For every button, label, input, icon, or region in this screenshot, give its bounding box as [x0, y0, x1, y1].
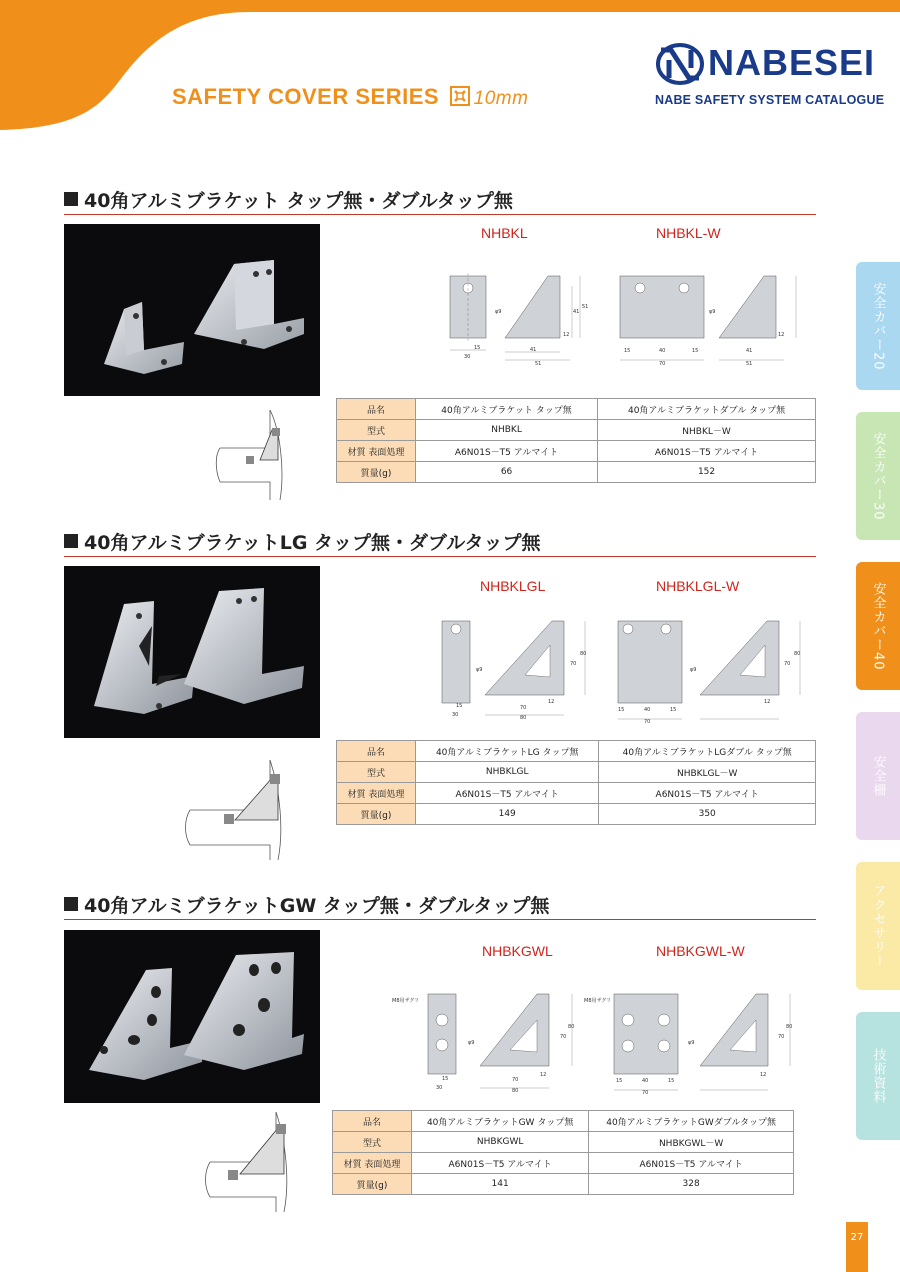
svg-text:80: 80 [520, 715, 527, 721]
svg-text:30: 30 [464, 354, 471, 360]
spec-table-2: 品名 40角アルミブラケットLG タップ無 40角アルミブラケットLGダブル タップ無 型式 NHBKLGL NHBKLGL－W 材質 表面処理 A6N01S－T5 アルマイト A6N01S－T5 アルマイト 質量(g) 149 350 [336, 740, 816, 825]
svg-text:80: 80 [568, 1024, 575, 1030]
drawing-nhbkl [440, 268, 600, 368]
model-label-nhbkl-w: NHBKL-W [656, 225, 721, 241]
svg-text:40: 40 [644, 707, 651, 713]
svg-text:70: 70 [560, 1034, 567, 1040]
drawing-nhbklgl-w [612, 615, 812, 725]
svg-text:φ9: φ9 [688, 1040, 695, 1046]
svg-text:70: 70 [520, 705, 527, 711]
mounting-sketch-2 [180, 760, 320, 860]
svg-text:M8用ザグリ: M8用ザグリ [584, 998, 612, 1004]
model-label-nhbklgl: NHBKLGL [480, 578, 546, 594]
product-photo-nhbkl [64, 224, 320, 396]
svg-text:15: 15 [442, 1076, 449, 1082]
section-heading-2: 40角アルミブラケットLG タップ無・ダブルタップ無 [64, 528, 541, 555]
svg-text:80: 80 [512, 1088, 519, 1094]
svg-text:41: 41 [530, 347, 537, 353]
profile-cross-icon [450, 86, 470, 106]
svg-text:70: 70 [642, 1090, 649, 1095]
spec-table-1: 品名 40角アルミブラケット タップ無 40角アルミブラケットダブル タップ無 型式 NHBKL NHBKL－W 材質 表面処理 A6N01S－T5 アルマイト A6N01S－T5 アルマイト 質量(g) 66 152 [336, 398, 816, 483]
svg-text:51: 51 [582, 304, 589, 310]
svg-text:15: 15 [692, 348, 699, 354]
svg-text:15: 15 [670, 707, 677, 713]
svg-text:70: 70 [512, 1077, 519, 1083]
svg-text:70: 70 [570, 661, 577, 667]
drawing-nhbkgwl-w [584, 990, 814, 1095]
svg-text:φ9: φ9 [476, 667, 483, 673]
svg-text:φ9: φ9 [690, 667, 697, 673]
mounting-sketch-3 [200, 1112, 325, 1212]
svg-text:70: 70 [784, 661, 791, 667]
svg-text:15: 15 [624, 348, 631, 354]
svg-text:51: 51 [746, 361, 753, 367]
side-tab-accessory[interactable]: アクセサリー [856, 862, 900, 990]
svg-text:15: 15 [668, 1078, 675, 1084]
svg-text:15: 15 [616, 1078, 623, 1084]
section-rule-3 [64, 919, 816, 920]
section-heading-1: 40角アルミブラケット タップ無・ダブルタップ無 [64, 186, 513, 213]
svg-text:15: 15 [456, 703, 463, 709]
product-photo-nhbklgl [64, 566, 320, 738]
svg-text:41: 41 [573, 309, 580, 315]
svg-text:12: 12 [764, 699, 771, 705]
side-tab-cover40[interactable]: 安全カバー40 [856, 562, 900, 690]
svg-text:70: 70 [644, 719, 651, 725]
svg-text:41: 41 [746, 348, 753, 354]
svg-text:80: 80 [580, 651, 587, 657]
svg-text:12: 12 [760, 1072, 767, 1078]
svg-text:40: 40 [659, 348, 666, 354]
square-bullet-icon [64, 897, 78, 911]
svg-text:30: 30 [452, 712, 459, 718]
svg-text:15: 15 [474, 345, 481, 351]
logo-subtitle: NABE SAFETY SYSTEM CATALOGUE [655, 93, 885, 107]
square-bullet-icon [64, 192, 78, 206]
model-label-nhbkgwl: NHBKGWL [482, 943, 553, 959]
svg-text:80: 80 [794, 651, 801, 657]
side-tab-cover20[interactable]: 安全カバー20 [856, 262, 900, 390]
side-tab-fence[interactable]: 安全柵 [856, 712, 900, 840]
svg-text:15: 15 [618, 707, 625, 713]
mounting-sketch-1 [210, 410, 325, 500]
side-tab-technical[interactable]: 技術資料 [856, 1012, 900, 1140]
model-label-nhbklgl-w: NHBKLGL-W [656, 578, 740, 594]
svg-text:51: 51 [535, 361, 542, 367]
drawing-nhbklgl [440, 615, 600, 725]
drawing-nhbkgwl [392, 990, 602, 1095]
svg-text:12: 12 [540, 1072, 547, 1078]
page-number: 27 [846, 1222, 868, 1272]
svg-text:70: 70 [659, 361, 666, 367]
svg-text:12: 12 [778, 332, 785, 338]
svg-text:70: 70 [778, 1034, 785, 1040]
product-photo-nhbkgwl [64, 930, 320, 1103]
svg-text:80: 80 [786, 1024, 793, 1030]
svg-text:M8用ザグリ: M8用ザグリ [392, 998, 420, 1004]
model-label-nhbkl: NHBKL [481, 225, 528, 241]
svg-text:30: 30 [436, 1085, 443, 1091]
nabesei-logo-icon [655, 42, 705, 86]
section-rule-1 [64, 214, 816, 215]
svg-text:φ9: φ9 [468, 1040, 475, 1046]
svg-text:φ9: φ9 [495, 309, 502, 315]
side-tab-cover30[interactable]: 安全カバー30 [856, 412, 900, 540]
spec-table-3: 品名 40角アルミブラケットGW タップ無 40角アルミブラケットGWダブルタップ無 型式 NHBKGWL NHBKGWL－W 材質 表面処理 A6N01S－T5 アルマイト A6N01S－T5 アルマイト 質量(g) 141 328 [332, 1110, 794, 1195]
svg-text:12: 12 [563, 332, 570, 338]
model-label-nhbkgwl-w: NHBKGWL-W [656, 943, 745, 959]
section-heading-3: 40角アルミブラケットGW タップ無・ダブルタップ無 [64, 891, 549, 918]
section-rule-2 [64, 556, 816, 557]
svg-text:12: 12 [548, 699, 555, 705]
logo-wordmark: NABESEI [708, 42, 876, 83]
square-bullet-icon [64, 534, 78, 548]
drawing-nhbkl-w [614, 268, 814, 368]
svg-text:φ9: φ9 [709, 309, 716, 315]
series-title: SAFETY COVER SERIES 10mm [172, 84, 529, 109]
svg-text:40: 40 [642, 1078, 649, 1084]
